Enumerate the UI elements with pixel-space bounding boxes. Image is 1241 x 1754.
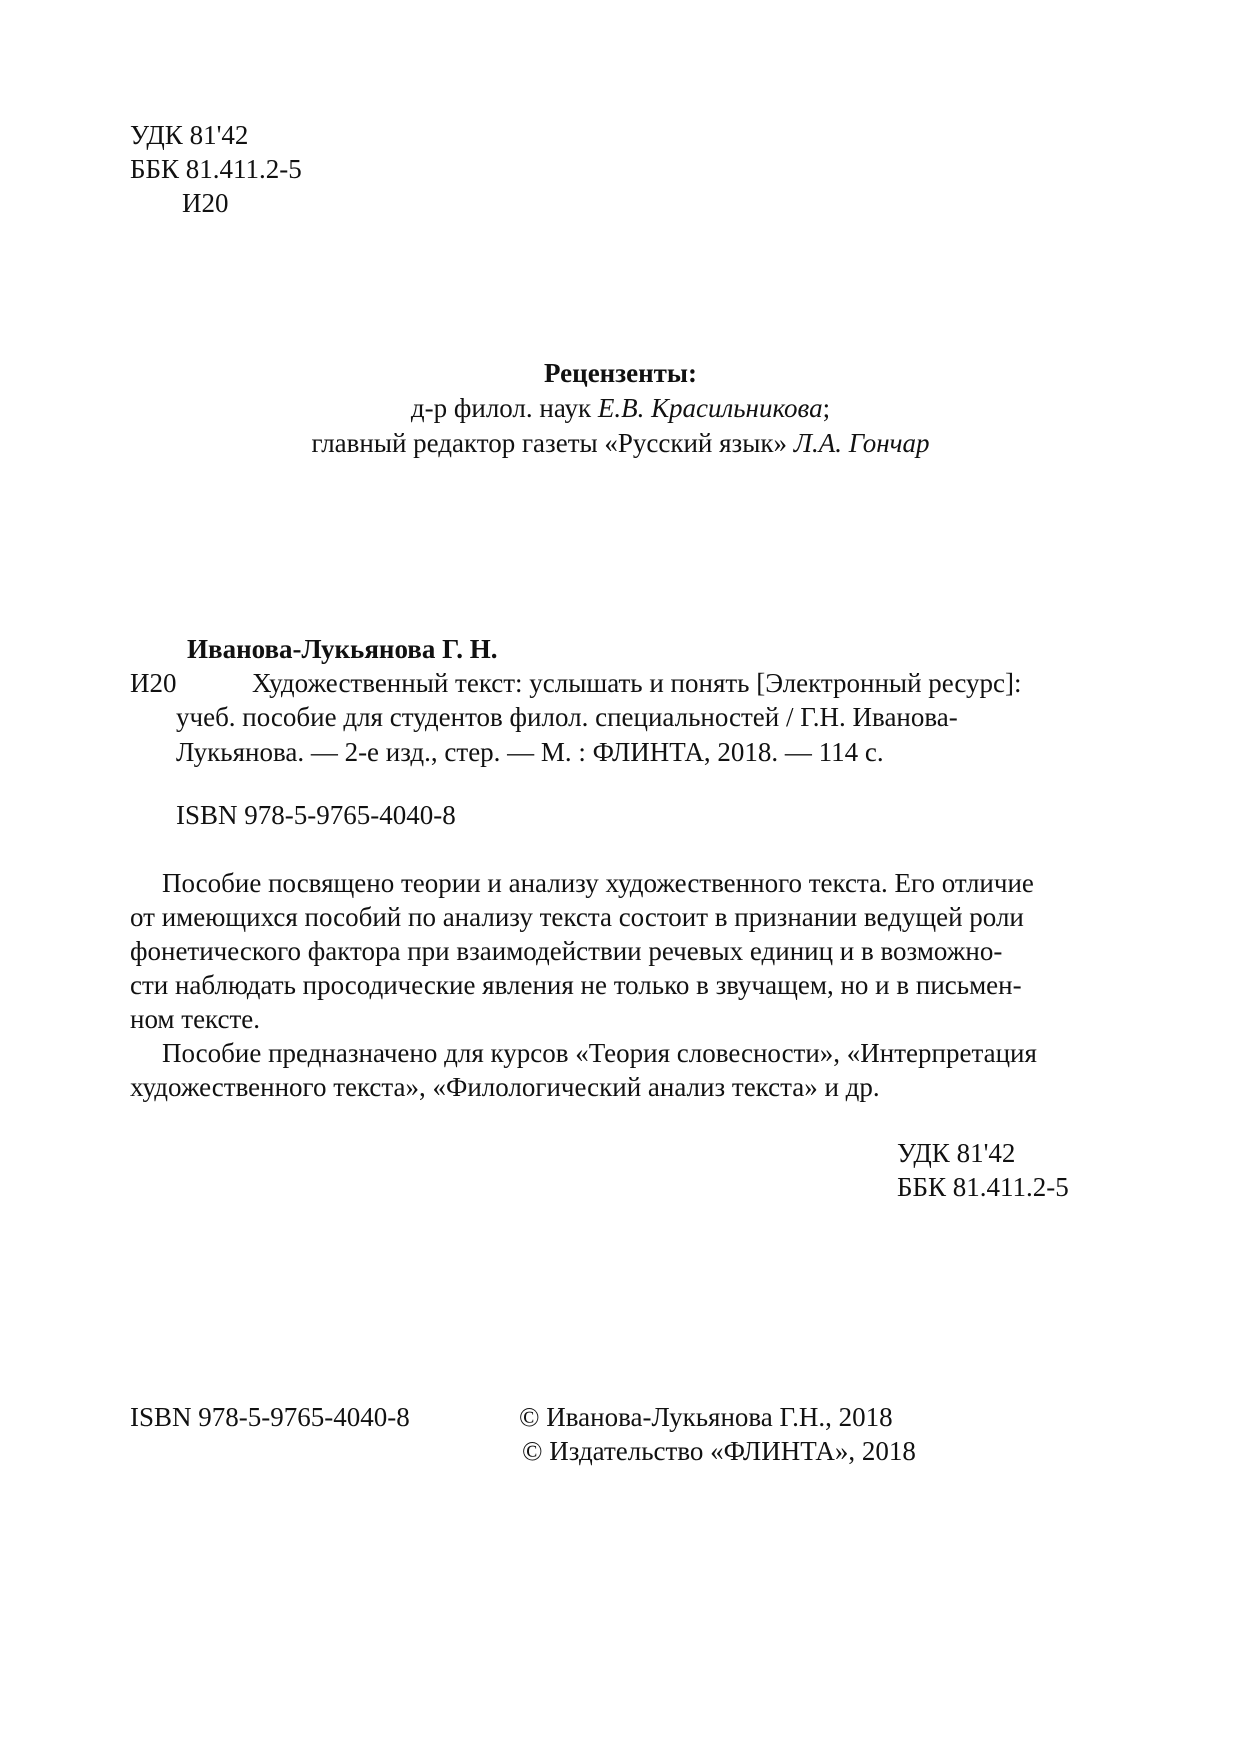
reviewer-2-position: главный редактор газеты «Русский язык» <box>311 428 794 458</box>
bbk-code-bottom: ББК 81.411.2-5 <box>897 1172 1069 1202</box>
abstract-p1-line-5: ном тексте. <box>130 1004 261 1034</box>
udk-code-bottom: УДК 81'42 <box>897 1138 1016 1168</box>
reviewer-line-2 <box>0 426 1241 460</box>
abstract-p1-line-1: Пособие посвящено теории и анализу художественного текста. Его отличие <box>162 868 1034 898</box>
bbk-code: ББК 81.411.2-5 <box>130 154 302 184</box>
book-author: Иванова-Лукьянова Г. Н. <box>187 634 498 664</box>
footer-isbn: ISBN 978-5-9765-4040-8 <box>130 1402 410 1432</box>
bib-author-sign: И20 <box>130 668 177 698</box>
bib-line-2: учеб. пособие для студентов филол. специальностей / Г.Н. Иванова- <box>176 702 958 732</box>
reviewer-2-name: Л.А. Гончар <box>793 428 930 458</box>
abstract-p1-line-4: сти наблюдать просодические явления не только в звучащем, но и в письмен- <box>130 970 1022 1000</box>
bib-line-3: Лукьянова. — 2-е изд., стер. — М. : ФЛИНТА, 2018. — 114 с. <box>176 737 884 767</box>
abstract-p2-line-2: художественного текста», «Филологический анализ текста» и др. <box>130 1072 880 1102</box>
copyright-publisher: © Издательство «ФЛИНТА», 2018 <box>522 1436 916 1466</box>
abstract-p1-line-3: фонетического фактора при взаимодействии речевых единиц и в возможно- <box>130 936 1003 966</box>
copyright-author: © Иванова-Лукьянова Г.Н., 2018 <box>519 1402 893 1432</box>
reviewer-1-name: Е.В. Красильникова <box>597 393 823 423</box>
udk-code: УДК 81'42 <box>130 120 249 150</box>
bib-isbn: ISBN 978-5-9765-4040-8 <box>176 800 456 830</box>
reviewers-heading: Рецензенты: <box>544 358 697 388</box>
bib-line-1: Художественный текст: услышать и понять [Электронный ресурс]: <box>252 668 1022 698</box>
abstract-p2-line-1: Пособие предназначено для курсов «Теория словесности», «Интерпретация <box>162 1038 1037 1068</box>
reviewer-line-1 <box>0 391 1241 425</box>
reviewer-1-degree: д-р филол. наук <box>410 393 598 423</box>
abstract-p1-line-2: от имеющихся пособий по анализу текста состоит в признании ведущей роли <box>130 902 1024 932</box>
author-sign: И20 <box>182 188 229 218</box>
reviewer-1-separator: ; <box>822 393 831 423</box>
